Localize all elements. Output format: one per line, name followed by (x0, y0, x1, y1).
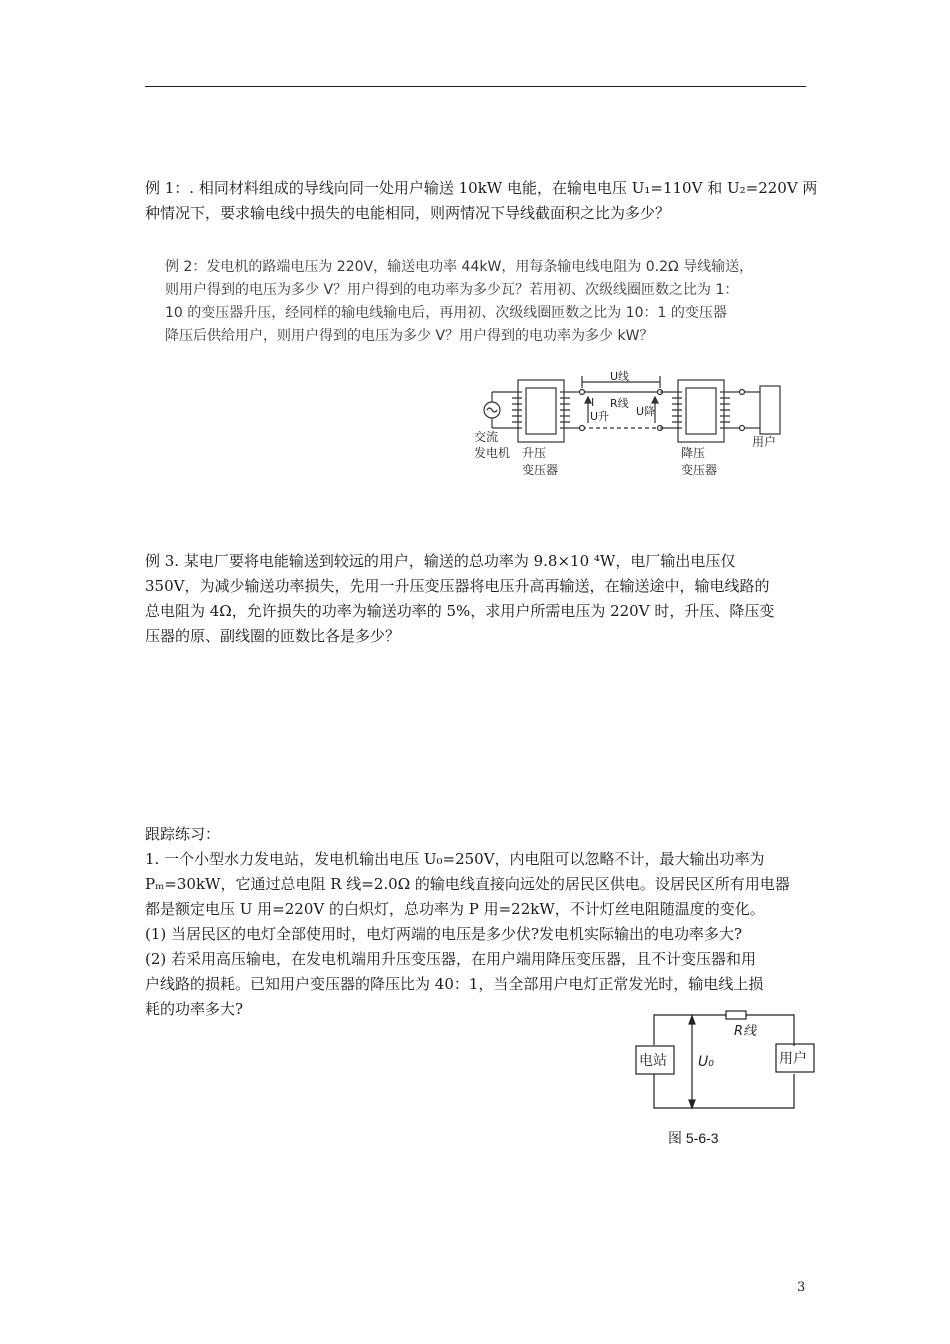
example-3-line: 350V，为减少输送功率损失，先用一升压变压器将电压升高再输送，在输送途中，输电线路的 (145, 577, 770, 595)
practice-line: Pₘ=30kW，它通过总电阻 R 线=2.0Ω 的输电线直接向远处的居民区供电。设居民区所有用电器 (145, 875, 790, 893)
station-label: 电站 (639, 1053, 667, 1069)
example-2-line: 降压后供给用户，则用户得到的电压为多少 V？用户得到的电功率为多少 kW？ (165, 328, 654, 344)
example-2-line: 则用户得到的电压为多少 V？用户得到的电功率为多少瓦？若用初、次级线圈匝数之比为 1： (165, 282, 739, 298)
label-step-down-2: 变压器 (681, 463, 718, 477)
page-number: 3 (797, 1280, 806, 1295)
example-2-line: 10 的变压器升压，经同样的输电线输电后，再用初、次级线圈匝数之比为 10：1 的变压器 (165, 305, 727, 321)
voltage-label: U₀ (698, 1054, 714, 1070)
header-rule (145, 86, 806, 87)
circuit-diagram (630, 1010, 815, 1115)
step-up-transformer (518, 380, 564, 442)
label-user: 用户 (752, 435, 777, 449)
label-u-line: U线 (610, 370, 630, 383)
practice-line: 都是额定电压 U 用=220V 的白炽灯，总功率为 P 用=22kW，不计灯丝电阻随温度的变化。 (145, 900, 765, 918)
example-3-line: 例 3. 某电厂要将电能输送到较远的用户，输送的总功率为 9.8×10 ⁴W，电厂输出电压仅 (145, 552, 736, 570)
practice-section (145, 822, 810, 1022)
resistor-label: R线 (734, 1024, 757, 1039)
practice-line: 户线路的损耗。已知用户变压器的降压比为 40：1，当全部用户电灯正常发光时，输电线上损 (145, 975, 764, 993)
example-1 (145, 176, 818, 226)
label-generator-2: 发电机 (474, 446, 511, 460)
user-label: 用户 (779, 1051, 807, 1067)
label-step-up-2: 变压器 (522, 463, 559, 477)
label-generator-1: 交流 (474, 430, 499, 444)
label-u-down: U降 (636, 405, 656, 418)
transmission-diagram (470, 368, 790, 483)
resistor-symbol (726, 1011, 746, 1019)
user-load (760, 386, 780, 434)
example-3 (145, 549, 810, 649)
practice-line: 1. 一个小型水力发电站，发电机输出电压 U₀=250V，内电阻可以忽略不计，最大输出功率为 (145, 850, 765, 868)
example-2 (165, 256, 805, 348)
example-1-line: 种情况下，要求输电线中损失的电能相同，则两情况下导线截面积之比为多少？ (145, 204, 671, 222)
practice-line: 耗的功率多大? (145, 1000, 244, 1018)
step-down-transformer (678, 380, 724, 442)
example-3-line: 总电阻为 4Ω，允许损失的功率为输送功率的 5%，求用户所需电压为 220V 时，升压、降压变 (145, 602, 775, 620)
example-3-line: 压器的原、副线圈的匝数比各是多少？ (145, 627, 401, 645)
figure-caption: 图 5-6-3 (668, 1130, 719, 1146)
label-step-down-1: 降压 (681, 446, 706, 460)
practice-heading: 跟踪练习： (145, 825, 221, 843)
label-step-up-1: 升压 (522, 446, 547, 460)
label-r-line: R线 (610, 397, 629, 410)
label-current: I (591, 396, 595, 409)
label-u-up: U升 (590, 410, 610, 423)
example-1-line: 例 1：. 相同材料组成的导线向同一处用户输送 10kW 电能，在输电电压 U₁=110V 和 U₂=220V 两 (145, 179, 818, 197)
practice-line: (2) 若采用高压输电，在发电机端用升压变压器，在用户端用降压变压器，且不计变压器和用 (145, 950, 757, 968)
example-2-line: 例 2：发电机的路端电压为 220V，输送电功率 44kW，用每条输电线电阻为 0.2Ω 导线输送， (165, 259, 754, 275)
practice-line: (1) 当居民区的电灯全部使用时，电灯两端的电压是多少伏?发电机实际输出的电功率多大? (145, 925, 743, 943)
